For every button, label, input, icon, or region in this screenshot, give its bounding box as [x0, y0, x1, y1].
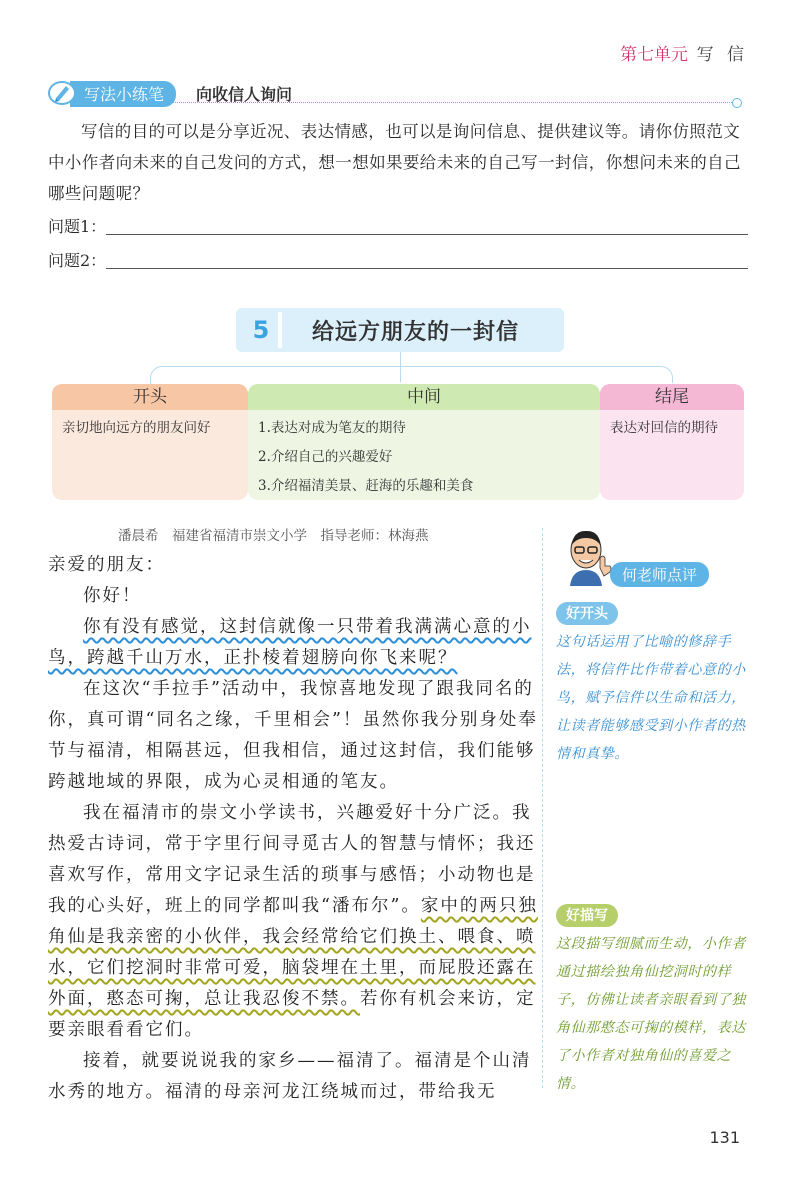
letter-paragraph-2: 在这次“手拉手”活动中，我惊喜地发现了跟我同名的你，真可谓“同名之缘，千里相会”！虽然你我分别身处奉节与福清，相隔甚远，但我相信，通过这封信，我们能够跨越地域的界限，成为心灵相通的笔友。	[48, 679, 538, 792]
structure-ending-item: 表达对回信的期待	[610, 420, 718, 436]
highlight-blue: 你有没有感觉，这封信就像一只带着我满满心意的小鸟，跨越千山万水，正扑棱着翅膀向你飞来呢？	[48, 617, 532, 668]
question-row-2	[48, 248, 748, 274]
practice-divider-dot	[732, 98, 742, 108]
question-label-2: 问题2：	[48, 251, 107, 270]
practice-label: 写法小练笔	[70, 81, 176, 107]
answer-line-2[interactable]	[106, 268, 748, 269]
good-description-tag: 好描写	[556, 904, 618, 927]
structure-middle	[248, 384, 600, 500]
letter-salutation: 亲爱的朋友：	[48, 555, 165, 575]
letter-body	[48, 550, 538, 1108]
letter-paragraph-1	[48, 612, 538, 674]
letter-paragraph-3-tail: 若你有机会来访，定要亲眼看看它们。	[48, 989, 536, 1040]
structure-ending	[600, 384, 744, 500]
question-label-1: 问题1：	[48, 217, 107, 236]
structure-opening	[52, 384, 248, 500]
teacher-avatar	[562, 526, 614, 586]
highlight-olive: 家中的两只独角仙是我亲密的小伙伴，我会经常给它们换土、喂食、喷水，它们挖洞时非常可爱，脑袋埋在土里，而屁股还露在外面，憨态可掬，总让我忍俊不禁。	[48, 896, 538, 1009]
pen-icon	[48, 80, 78, 106]
article-number: 5	[244, 312, 282, 348]
byline: 潘晨希 福建省福清市崇文小学 指导老师：林海燕	[118, 528, 429, 544]
practice-divider-line	[88, 102, 738, 103]
structure-middle-head: 中间	[248, 384, 600, 410]
connector-right	[400, 366, 673, 383]
question-row-1	[48, 214, 748, 240]
good-opening-tag: 好开头	[556, 602, 618, 625]
letter-paragraph-4: 接着，就要说说我的家乡——福清了。福清是个山清水秀的地方。福清的母亲河龙江绕城而过，带给我无	[48, 1051, 532, 1102]
structure-opening-head: 开头	[52, 384, 248, 410]
structure-opening-item: 亲切地向远方的朋友问好	[62, 420, 211, 436]
structure-middle-item: 1.表达对成为笔友的期待	[258, 420, 406, 436]
structure-middle-item: 2.介绍自己的兴趣爱好	[258, 449, 393, 465]
letter-paragraph-3	[48, 798, 538, 1046]
practice-header	[48, 82, 742, 104]
comment-good-opening: 这句话运用了比喻的修辞手法，将信件比作带着心意的小鸟，赋予信件以生命和活力，让读者能够感受到小作者的热情和真挚。	[556, 634, 746, 762]
sidebar-divider	[542, 528, 543, 1088]
unit-title: 写 信	[696, 45, 748, 65]
practice-subtitle: 向收信人询问	[196, 85, 293, 104]
article-title: 给远方朋友的一封信	[312, 320, 520, 345]
structure-middle-item: 3.介绍福清美景、赶海的乐趣和美食	[258, 478, 474, 494]
structure-ending-head: 结尾	[600, 384, 744, 410]
unit-label: 第七单元	[620, 45, 688, 65]
letter-greeting: 你好！	[83, 586, 142, 606]
connector-center	[400, 352, 401, 382]
comment-good-description: 这段描写细腻而生动，小作者通过描绘独角仙挖洞时的样子，仿佛让读者亲眼看到了独角仙那憨态可掬的模样，表达了小作者对独角仙的喜爱之情。	[556, 936, 746, 1092]
practice-intro: 写信的目的可以是分享近况、表达情感，也可以是询问信息、提供建议等。请你仿照范文中小作者向未来的自己发问的方式，想一想如果要给未来的自己写一封信，你想问未来的自己哪些问题呢？	[48, 122, 741, 203]
answer-line-1[interactable]	[106, 234, 748, 235]
letter-paragraph-3-text: 我在福清市的崇文小学读书，兴趣爱好十分广泛。我热爱古诗词，常于字里行间寻觅古人的智慧与情怀；我还喜欢写作，常用文字记录生活的琐事与感悟；小动物也是我的心头好，班上的同学都叫我“潘布尔”。	[48, 803, 536, 916]
teacher-comment-label: 何老师点评	[610, 562, 709, 587]
article-title-box	[236, 308, 564, 352]
page-number: 131	[709, 1128, 740, 1147]
